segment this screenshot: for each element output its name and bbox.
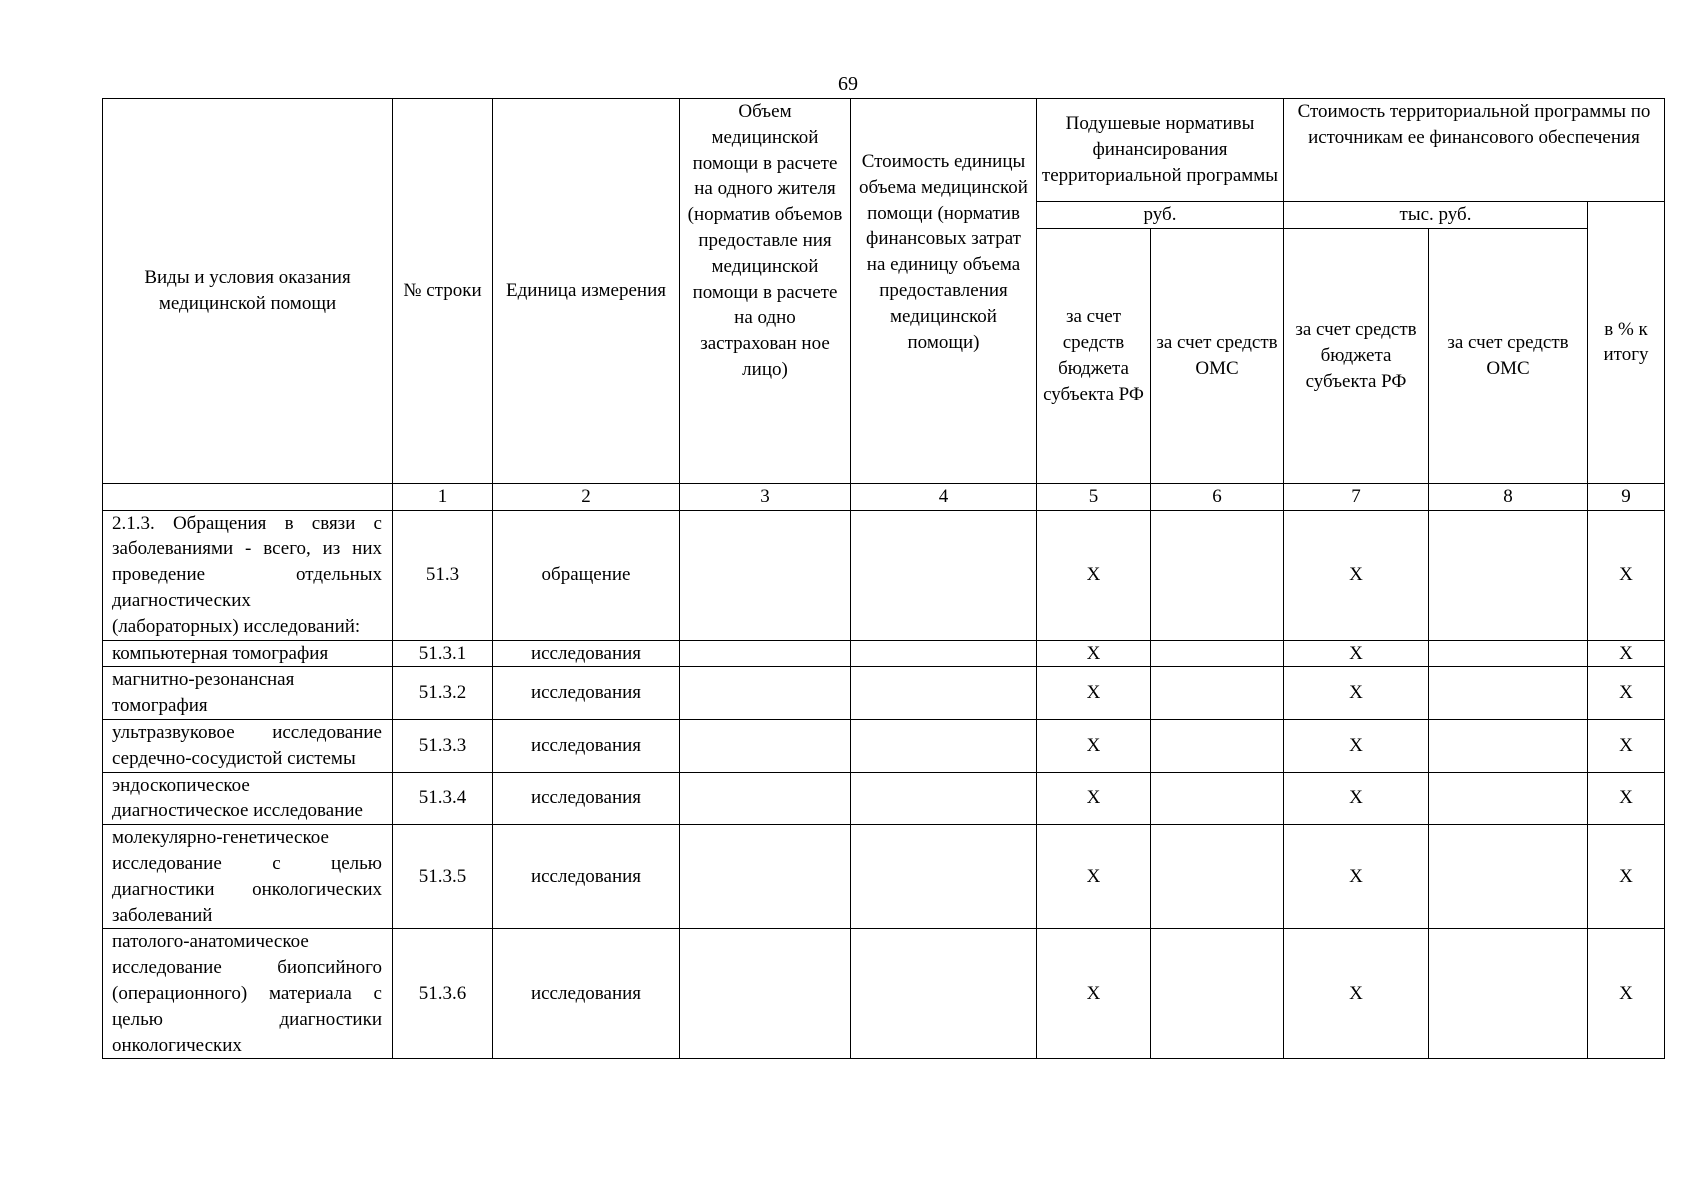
- header-per-capita-norms: Подушевые нормативы финансирования территориальной программы: [1037, 99, 1284, 202]
- row-budget-rf-thousand: X: [1284, 719, 1429, 772]
- header-percent-of-total: в % к итогу: [1588, 202, 1665, 484]
- column-number: 1: [393, 483, 493, 510]
- table-header: [103, 99, 1665, 511]
- row-oms-rub: [1151, 772, 1284, 825]
- row-unit: исследования: [493, 719, 680, 772]
- table-row: [103, 719, 1665, 772]
- row-volume: [680, 640, 851, 667]
- column-number-row: [103, 483, 1665, 510]
- row-oms-thousand: [1429, 772, 1588, 825]
- header-unit-thousand-rub: тыс. руб.: [1284, 202, 1588, 229]
- row-number: 51.3.2: [393, 667, 493, 720]
- row-oms-rub: [1151, 929, 1284, 1059]
- row-unit-cost: [851, 772, 1037, 825]
- financing-table: [102, 98, 1665, 1059]
- row-unit-cost: [851, 719, 1037, 772]
- row-name: 2.1.3. Обращения в связи с заболеваниями - всего, из них проведение отдельных диагностических (лабораторных) исследований:: [103, 510, 393, 640]
- row-oms-thousand: [1429, 667, 1588, 720]
- header-unit-rub: руб.: [1037, 202, 1284, 229]
- row-unit-cost: [851, 640, 1037, 667]
- row-oms-rub: [1151, 640, 1284, 667]
- row-unit: исследования: [493, 772, 680, 825]
- column-number: 5: [1037, 483, 1151, 510]
- column-number: 9: [1588, 483, 1665, 510]
- page-number: 69: [838, 73, 858, 95]
- row-budget-rf-thousand: X: [1284, 640, 1429, 667]
- row-number: 51.3.5: [393, 825, 493, 929]
- row-oms-rub: [1151, 825, 1284, 929]
- row-oms-thousand: [1429, 929, 1588, 1059]
- header-volume: Объем медицинской помощи в расчете на одного жителя (норматив объемов предоставле ния медицинской помощи в расчете на одно застрахован ное лицо): [680, 99, 851, 484]
- row-number: 51.3.1: [393, 640, 493, 667]
- header-budget-rf-thousand: за счет средств бюджета субъекта РФ: [1284, 228, 1429, 483]
- table-row: [103, 640, 1665, 667]
- row-number: 51.3.6: [393, 929, 493, 1059]
- header-oms-rub: за счет средств ОМС: [1151, 228, 1284, 483]
- row-budget-rf-rub: X: [1037, 929, 1151, 1059]
- row-unit: исследования: [493, 929, 680, 1059]
- row-budget-rf-thousand: X: [1284, 667, 1429, 720]
- row-unit-cost: [851, 929, 1037, 1059]
- row-name: эндоскопическое диагностическое исследование: [103, 772, 393, 825]
- row-unit: исследования: [493, 825, 680, 929]
- row-unit-cost: [851, 825, 1037, 929]
- row-oms-thousand: [1429, 825, 1588, 929]
- row-volume: [680, 667, 851, 720]
- row-budget-rf-rub: X: [1037, 825, 1151, 929]
- row-budget-rf-thousand: X: [1284, 772, 1429, 825]
- column-number: 2: [493, 483, 680, 510]
- row-volume: [680, 719, 851, 772]
- column-number: 7: [1284, 483, 1429, 510]
- row-volume: [680, 510, 851, 640]
- table-row: [103, 667, 1665, 720]
- row-oms-thousand: [1429, 640, 1588, 667]
- row-name: патолого-анатомическое исследование биопсийного (операционного) материала с целью диагностики онкологических: [103, 929, 393, 1059]
- column-number: 6: [1151, 483, 1284, 510]
- row-percent: X: [1588, 929, 1665, 1059]
- row-oms-thousand: [1429, 510, 1588, 640]
- row-volume: [680, 772, 851, 825]
- table-row: [103, 772, 1665, 825]
- table-row: [103, 825, 1665, 929]
- header-type-of-care: Виды и условия оказания медицинской помощи: [103, 99, 393, 484]
- row-oms-thousand: [1429, 719, 1588, 772]
- row-oms-rub: [1151, 719, 1284, 772]
- row-unit: исследования: [493, 640, 680, 667]
- row-number: 51.3.3: [393, 719, 493, 772]
- header-budget-rf-rub: за счет средств бюджета субъекта РФ: [1037, 228, 1151, 483]
- row-unit-cost: [851, 667, 1037, 720]
- column-number-blank: [103, 483, 393, 510]
- row-budget-rf-rub: X: [1037, 510, 1151, 640]
- row-percent: X: [1588, 825, 1665, 929]
- row-name: ультразвуковое исследование сердечно-сосудистой системы: [103, 719, 393, 772]
- row-number: 51.3.4: [393, 772, 493, 825]
- row-budget-rf-rub: X: [1037, 640, 1151, 667]
- row-name: молекулярно-генетическое исследование с целью диагностики онкологических заболеваний: [103, 825, 393, 929]
- header-unit-cost: Стоимость единицы объема медицинской помощи (норматив финансовых затрат на единицу объема предоставления медицинской помощи): [851, 99, 1037, 484]
- table-body: [103, 510, 1665, 1059]
- row-unit: обращение: [493, 510, 680, 640]
- column-number: 4: [851, 483, 1037, 510]
- column-number: 3: [680, 483, 851, 510]
- row-volume: [680, 825, 851, 929]
- row-budget-rf-thousand: X: [1284, 825, 1429, 929]
- row-budget-rf-rub: X: [1037, 772, 1151, 825]
- row-number: 51.3: [393, 510, 493, 640]
- row-percent: X: [1588, 772, 1665, 825]
- row-percent: X: [1588, 640, 1665, 667]
- row-budget-rf-thousand: X: [1284, 929, 1429, 1059]
- row-budget-rf-rub: X: [1037, 719, 1151, 772]
- table-row: [103, 929, 1665, 1059]
- row-percent: X: [1588, 719, 1665, 772]
- row-budget-rf-thousand: X: [1284, 510, 1429, 640]
- header-row-number: № строки: [393, 99, 493, 484]
- row-budget-rf-rub: X: [1037, 667, 1151, 720]
- header-program-cost: Стоимость территориальной программы по источникам ее финансового обеспечения: [1284, 99, 1665, 202]
- row-oms-rub: [1151, 667, 1284, 720]
- column-number: 8: [1429, 483, 1588, 510]
- row-unit-cost: [851, 510, 1037, 640]
- row-oms-rub: [1151, 510, 1284, 640]
- row-percent: X: [1588, 510, 1665, 640]
- header-unit: Единица измерения: [493, 99, 680, 484]
- row-name: компьютерная томография: [103, 640, 393, 667]
- header-oms-thousand: за счет средств ОМС: [1429, 228, 1588, 483]
- row-name: магнитно-резонансная томография: [103, 667, 393, 720]
- row-volume: [680, 929, 851, 1059]
- table-row: [103, 510, 1665, 640]
- row-percent: X: [1588, 667, 1665, 720]
- row-unit: исследования: [493, 667, 680, 720]
